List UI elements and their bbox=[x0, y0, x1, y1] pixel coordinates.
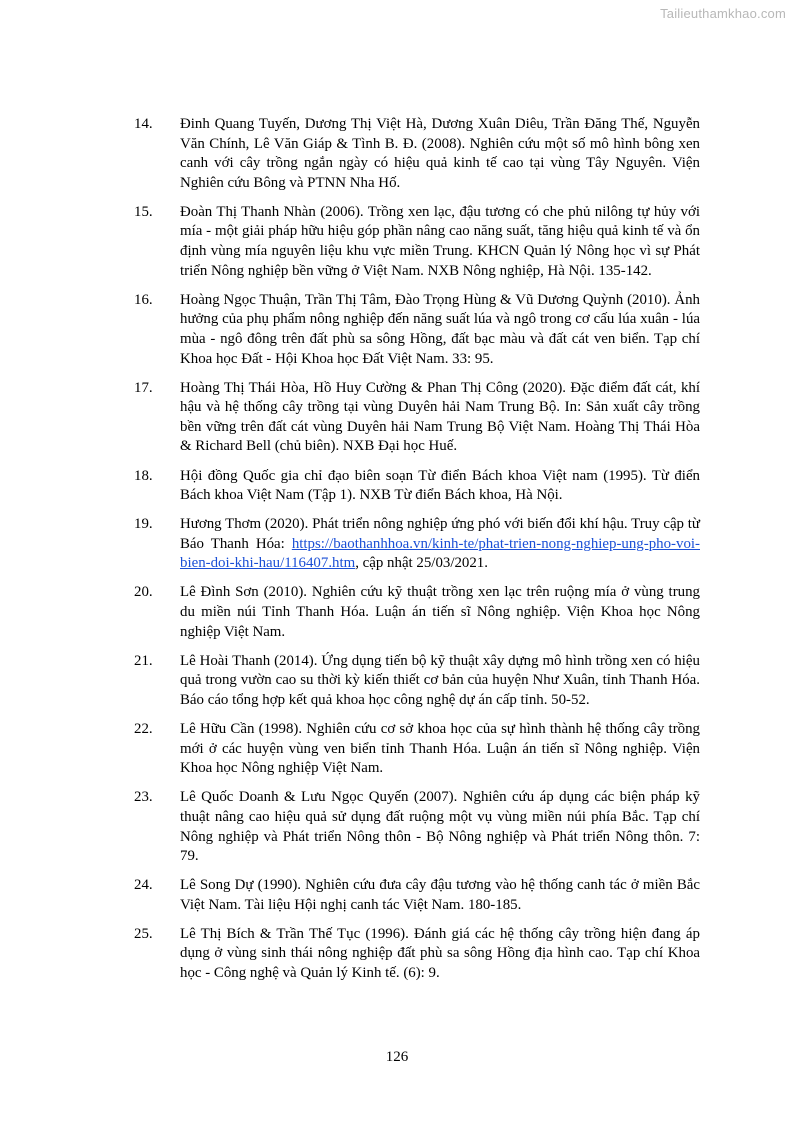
reference-item bbox=[134, 925, 700, 984]
reference-text: Hoàng Ngọc Thuận, Trần Thị Tâm, Đào Trọng Hùng & Vũ Dương Quỳnh (2010). Ảnh hưởng của phụ phẩm nông nghiệp đến năng suất lúa và ngô trong cơ cấu lúa xuân - lúa mùa - ngô đông trên đất phù sa sông Hồng, đất bạc màu và đất cát ven biển. Tạp chí Khoa học Đất - Hội Khoa học Đất Việt Nam. 33: 95. bbox=[180, 291, 700, 367]
reference-item bbox=[134, 115, 700, 193]
reference-item bbox=[134, 379, 700, 457]
reference-text: Lê Song Dự (1990). Nghiên cứu đưa cây đậu tương vào hệ thống canh tác ở miền Bắc Việt Nam. Tài liệu Hội nghị canh tác Việt Nam. 180-185. bbox=[180, 877, 700, 913]
reference-item bbox=[134, 720, 700, 779]
reference-text: Lê Hữu Cần (1998). Nghiên cứu cơ sở khoa học của sự hình thành hệ thống cây trồng mới ở các huyện vùng ven biển tỉnh Thanh Hóa. Luận án tiến sĩ Nông nghiệp. Viện Khoa học Nông nghiệp Việt Nam. bbox=[180, 721, 700, 777]
reference-number: 16. bbox=[134, 291, 153, 308]
reference-text: Đinh Quang Tuyến, Dương Thị Việt Hà, Dương Xuân Diêu, Trần Đăng Thế, Nguyễn Văn Chính, Lê Văn Giáp & Tình B. Đ. (2008). Nghiên cứu một số mô hình bông xen canh với cây trồng ngắn ngày có hiệu quả kinh tế cao tại vùng Tây Nguyên. Viện Nghiên cứu Bông và PTNN Nha Hố. bbox=[180, 116, 700, 191]
reference-item bbox=[134, 291, 700, 369]
reference-item bbox=[134, 203, 700, 281]
reference-item bbox=[134, 515, 700, 574]
reference-number: 18. bbox=[134, 467, 153, 484]
reference-number: 25. bbox=[134, 925, 153, 942]
reference-text: Đoàn Thị Thanh Nhàn (2006). Trồng xen lạc, đậu tương có che phủ nilông tự hủy với mía - một giải pháp hữu hiệu góp phần nâng cao năng suất, tăng hiệu quả kinh tế và ổn định vùng mía nguyên liệu khu vực miền Trung. KHCN Quản lý Nông học vì sự Phát triển Nông nghiệp bền vững ở Việt Nam. NXB Nông nghiệp, Hà Nội. 135-142. bbox=[180, 203, 700, 279]
reference-number: 19. bbox=[134, 516, 153, 533]
page-number: 126 bbox=[385, 1049, 409, 1065]
watermark: Tailieuthamkhao.com bbox=[660, 6, 786, 21]
reference-number: 22. bbox=[134, 721, 153, 738]
reference-number: 23. bbox=[134, 789, 153, 806]
reference-text: Lê Đình Sơn (2010). Nghiên cứu kỹ thuật trồng xen lạc trên ruộng mía ở vùng trung du miền núi Tỉnh Thanh Hóa. Luận án tiến sĩ Nông nghiệp. Viện Khoa học Nông nghiệp Việt Nam. bbox=[180, 584, 700, 640]
reference-item bbox=[134, 467, 700, 506]
reference-url-link[interactable]: https://baothanhhoa.vn/kinh-te/phat-trien-nong-nghiep-ung-pho-voi-bien-doi-khi-hau/116407.htm bbox=[180, 535, 700, 572]
reference-item bbox=[134, 652, 700, 711]
reference-number: 20. bbox=[134, 584, 153, 601]
reference-number: 15. bbox=[134, 203, 153, 220]
reference-number: 14. bbox=[134, 116, 153, 132]
reference-number: 17. bbox=[134, 379, 153, 396]
reference-text-after-link: , cập nhật 25/03/2021. bbox=[355, 555, 488, 572]
reference-text-before-link: Hương Thơm (2020). Phát triển nông nghiệp ứng phó với biến đổi khí hậu. Truy cập từ Báo Thanh Hóa: bbox=[180, 516, 700, 552]
reference-text: Lê Thị Bích & Trần Thế Tục (1996). Đánh giá các hệ thống cây trồng hiện đang áp dụng ở vùng sinh thái nông nghiệp đất phù sa sông Hồng địa hình cao. Tạp chí Khoa học - Công nghệ và Quản lý Kinh tế. (6): 9. bbox=[180, 925, 700, 982]
reference-number: 21. bbox=[134, 652, 153, 669]
reference-text: Lê Hoài Thanh (2014). Ứng dụng tiến bộ kỹ thuật xây dựng mô hình trồng xen có hiệu quả trong vườn cao su thời kỳ kiến thiết cơ bản của huyện Như Xuân, tỉnh Thanh Hóa. Báo cáo tổng hợp kết quả khoa học công nghệ dự án cấp tỉnh. 50-52. bbox=[180, 652, 700, 708]
reference-text: Hoàng Thị Thái Hòa, Hồ Huy Cường & Phan Thị Công (2020). Đặc điểm đất cát, khí hậu và hệ thống cây trồng tại vùng Duyên hải Nam Trung Bộ. In: Sản xuất cây trồng bền vững trên đất cát vùng Duyên hải Nam Trung Bộ Việt Nam. Hoàng Thị Thái Hòa & Richard Bell (chủ biên). NXB Đại học Huế. bbox=[180, 379, 700, 455]
reference-item bbox=[134, 876, 700, 915]
reference-item bbox=[134, 583, 700, 642]
reference-number: 24. bbox=[134, 877, 153, 894]
reference-item bbox=[134, 788, 700, 866]
reference-text bbox=[180, 515, 700, 574]
reference-list bbox=[134, 115, 700, 993]
reference-text: Lê Quốc Doanh & Lưu Ngọc Quyến (2007). Nghiên cứu áp dụng các biện pháp kỹ thuật nâng cao hiệu quả sử dụng đất ruộng một vụ vùng miền núi phía Bắc. Tạp chí Nông nghiệp và Phát triển Nông thôn - Bộ Nông nghiệp và Phát triển Nông thôn. 7: 79. bbox=[180, 789, 700, 865]
reference-text: Hội đồng Quốc gia chỉ đạo biên soạn Từ điển Bách khoa Việt nam (1995). Từ điển Bách khoa Việt Nam (Tập 1). NXB Từ điển Bách khoa, Hà Nội. bbox=[180, 467, 700, 504]
